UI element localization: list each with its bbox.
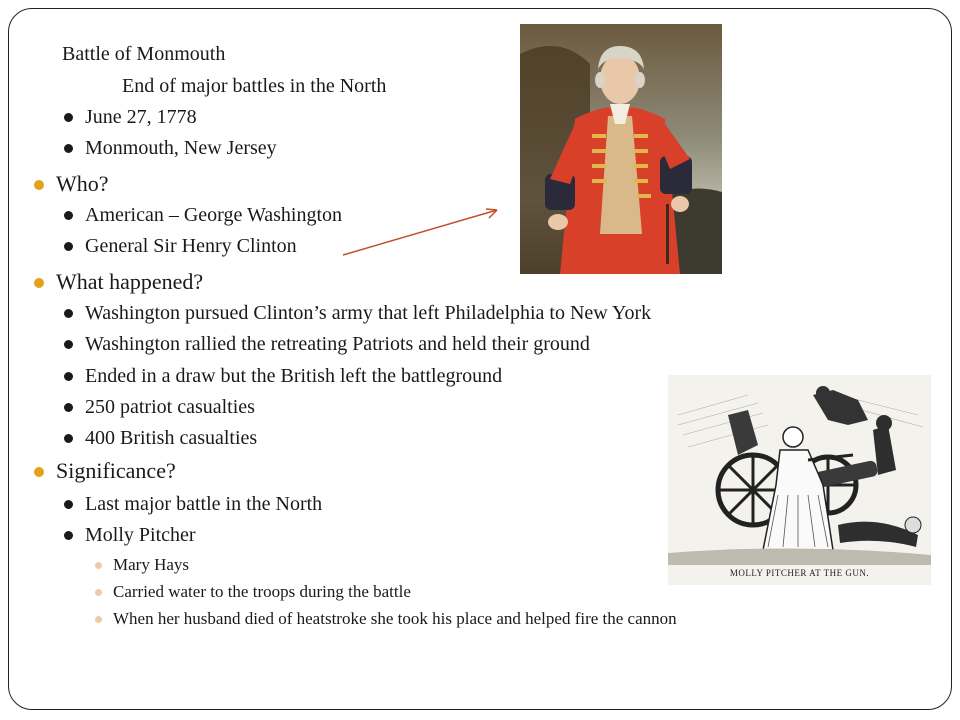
what-heading: What happened? <box>56 269 204 294</box>
date-text: June 27, 1778 <box>85 106 197 128</box>
molly-item: When her husband died of heatstroke she took his place and helped fire the cannon <box>113 609 677 628</box>
engraving-image <box>668 375 931 585</box>
significance-heading: Significance? <box>56 458 176 483</box>
engraving-caption: MOLLY PITCHER AT THE GUN. <box>729 568 870 578</box>
who-item: General Sir Henry Clinton <box>85 235 297 257</box>
who-heading: Who? <box>56 171 109 196</box>
place-text: Monmouth, New Jersey <box>85 137 277 159</box>
what-item: Washington rallied the retreating Patriots and held their ground <box>85 333 590 355</box>
significance-item: Last major battle in the North <box>85 493 323 515</box>
molly-item: Carried water to the troops during the battle <box>113 582 411 601</box>
what-item: 250 patriot casualties <box>85 396 255 418</box>
what-item: Washington pursued Clinton’s army that left Philadelphia to New York <box>85 302 652 324</box>
header-title: Battle of Monmouth <box>62 43 226 65</box>
molly-pitcher-engraving-icon <box>668 375 931 585</box>
what-item: Ended in a draw but the British left the battleground <box>85 365 503 387</box>
significance-item: Molly Pitcher <box>85 524 196 546</box>
header-subtitle: End of major battles in the North <box>122 75 387 97</box>
who-item: American – George Washington <box>85 204 343 226</box>
what-item: 400 British casualties <box>85 427 258 449</box>
molly-item: Mary Hays <box>113 555 190 574</box>
